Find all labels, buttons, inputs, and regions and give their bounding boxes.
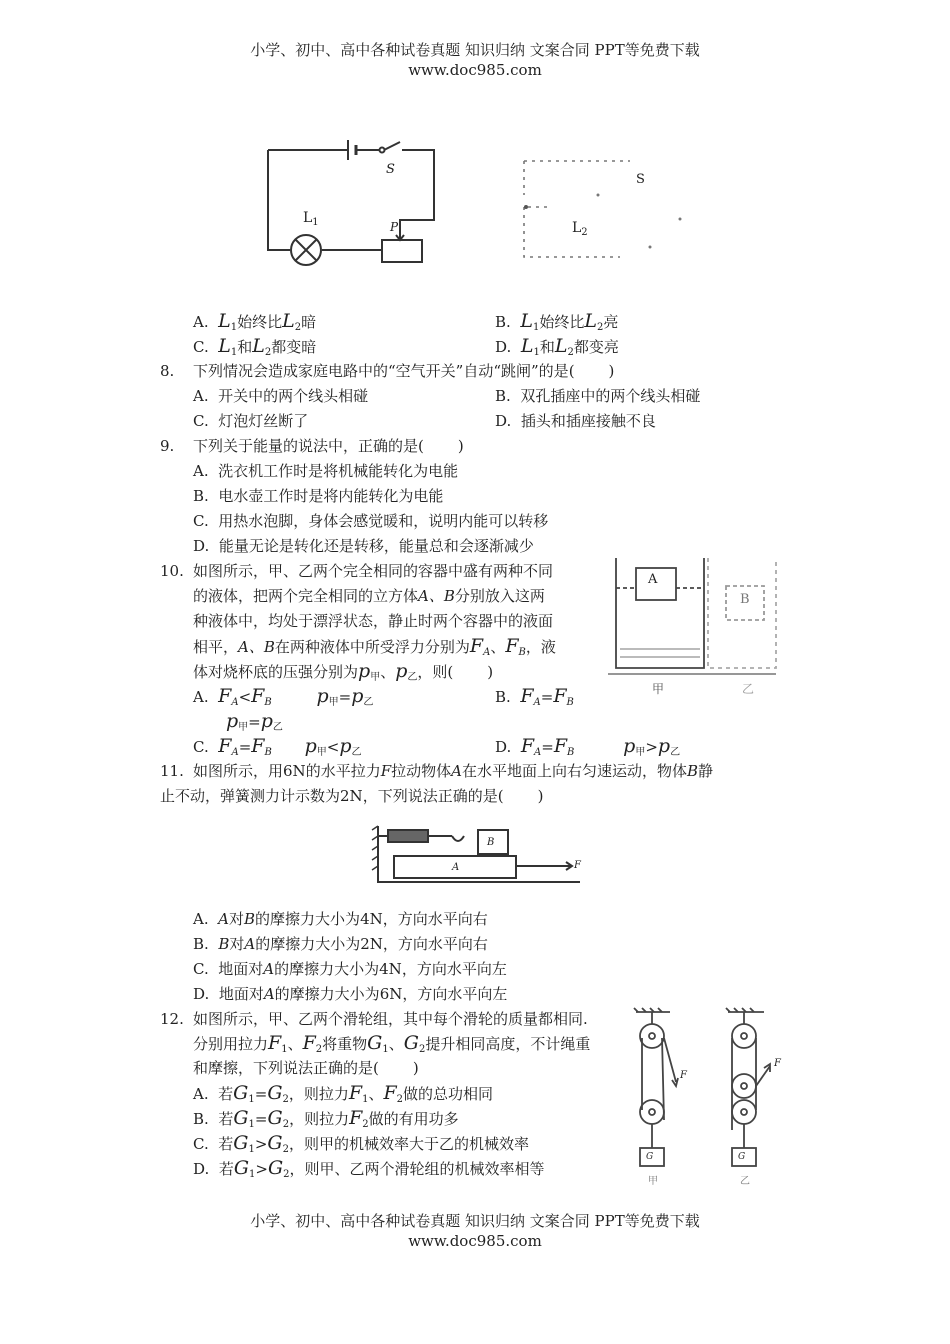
- q10-number: 10.: [160, 562, 184, 580]
- q11-option-b[interactable]: B. B对A的摩擦力大小为2N，方向水平向右: [193, 935, 488, 953]
- q11-option-c[interactable]: C. 地面对A的摩擦力大小为4N，方向水平向左: [193, 960, 507, 978]
- q11-friction-figure: [372, 826, 582, 886]
- footer-url[interactable]: www.doc985.com: [408, 1232, 542, 1250]
- q8-option-a[interactable]: A. 开关中的两个线头相碰: [193, 387, 369, 405]
- header-url[interactable]: www.doc985.com: [408, 61, 542, 79]
- q10-line-2: 的液体，把两个完全相同的立方体A、B分别放入这两: [193, 587, 545, 605]
- q12-fig-g2: G: [738, 1152, 746, 1162]
- q9-option-b[interactable]: B. 电水壶工作时是将内能转化为电能: [193, 487, 444, 505]
- q8-number: 8.: [160, 362, 175, 380]
- q12-fig-label-yi: 乙: [740, 1176, 750, 1187]
- q12-fig-g1: G: [646, 1152, 654, 1162]
- q10-fig-label-yi: 乙: [742, 682, 755, 696]
- q10-option-b-cont[interactable]: $p_甲=p_乙$: [226, 710, 283, 733]
- slider-p-label: P: [390, 220, 399, 234]
- q10-option-a[interactable]: A. $F_A<F_B$ $p_甲=p_乙$: [193, 685, 374, 708]
- q12-option-c[interactable]: C. 若$G_1>G_2$，则甲的机械效率大于乙的机械效率: [193, 1132, 529, 1155]
- q10-line-1: 如图所示，甲、乙两个完全相同的容器中盛有两种不同: [193, 562, 554, 580]
- q10-containers-figure: [608, 558, 778, 698]
- q12-option-d[interactable]: D. 若$G_1>G_2$，则甲、乙两个滑轮组的机械效率相等: [193, 1157, 545, 1180]
- q10-option-d[interactable]: D. $F_A=F_B$ $p_甲>p_乙$: [495, 735, 681, 758]
- q10-fig-cube-a: A: [648, 572, 658, 587]
- q10-line-3: 种液体中，均处于漂浮状态，静止时两个容器中的液面: [193, 612, 554, 630]
- q12-line-3: 和摩擦，下列说法正确的是( ): [193, 1059, 419, 1077]
- q11-line-1: 如图所示，用6N的水平拉力F拉动物体A在水平地面上向右匀速运动，物体B静: [193, 762, 714, 780]
- circuit-figure-left: [262, 140, 452, 270]
- q9-option-d[interactable]: D. 能量无论是转化还是转移，能量总和会逐渐减少: [193, 537, 534, 555]
- q10-line-4: 相平，A、B在两种液体中所受浮力分别为$F_A$、$F_B$，液: [193, 635, 556, 658]
- q7-option-d[interactable]: D. $L_1$和$L_2$都变亮: [495, 335, 619, 358]
- q10-fig-cube-b: B: [740, 592, 750, 607]
- q11-option-d[interactable]: D. 地面对A的摩擦力大小为6N，方向水平向左: [193, 985, 508, 1003]
- q8-option-c[interactable]: C. 灯泡灯丝断了: [193, 412, 309, 430]
- q10-line-5: 体对烧杯底的压强分别为$p_甲$、$p_乙$，则( ): [193, 660, 494, 683]
- q10-fig-label-jia: 甲: [652, 682, 665, 696]
- q10-option-c[interactable]: C. $F_A=F_B$ $p_甲<p_乙$: [193, 735, 362, 758]
- q9-option-a[interactable]: A. 洗衣机工作时是将机械能转化为电能: [193, 462, 459, 480]
- q12-fig-f1: F: [680, 1070, 687, 1081]
- q11-number: 11.: [160, 762, 184, 780]
- q11-option-a[interactable]: A. A对B的摩擦力大小为4N，方向水平向右: [193, 910, 488, 928]
- q12-fig-label-jia: 甲: [648, 1176, 658, 1187]
- q9-number: 9.: [160, 437, 175, 455]
- q12-fig-f2: F: [774, 1058, 781, 1069]
- q8-option-d[interactable]: D. 插头和插座接触不良: [495, 412, 656, 430]
- q9-stem: 下列关于能量的说法中，正确的是( ): [193, 437, 464, 455]
- q10-option-b[interactable]: B. $F_A=F_B$: [495, 685, 574, 708]
- header-line-1: 小学、初中、高中各种试卷真题 知识归纳 文案合同 PPT等免费下载: [250, 41, 700, 59]
- q7-option-c[interactable]: C. $L_1$和$L_2$都变暗: [193, 335, 317, 358]
- q9-option-c[interactable]: C. 用热水泡脚，身体会感觉暖和，说明内能可以转移: [193, 512, 549, 530]
- q12-line-2: 分别用拉力$F_1$、$F_2$将重物$G_1$、$G_2$提升相同高度，不计绳重: [193, 1032, 591, 1055]
- q12-option-b[interactable]: B. 若$G_1=G_2$，则拉力$F_2$做的有用功多: [193, 1107, 459, 1130]
- footer-line-1: 小学、初中、高中各种试卷真题 知识归纳 文案合同 PPT等免费下载: [250, 1212, 700, 1230]
- q8-option-b[interactable]: B. 双孔插座中的两个线头相碰: [495, 387, 701, 405]
- q11-fig-force-f: F: [574, 860, 581, 871]
- q11-fig-block-a: A: [452, 862, 460, 873]
- q12-number: 12.: [160, 1010, 184, 1028]
- lamp-l2-label: $L_2$: [572, 220, 588, 238]
- q11-fig-block-b: B: [487, 837, 495, 848]
- q7-option-a[interactable]: A. $L_1$始终比$L_2$暗: [193, 310, 317, 333]
- right-switch-label: S: [636, 172, 645, 187]
- q7-option-b[interactable]: B. $L_1$始终比$L_2$亮: [495, 310, 619, 333]
- switch-label: S: [386, 162, 395, 177]
- circuit-figure-right: [520, 155, 690, 265]
- q11-line-2: 止不动，弹簧测力计示数为2N，下列说法正确的是( ): [160, 787, 544, 805]
- q12-option-a[interactable]: A. 若$G_1=G_2$，则拉力$F_1$、$F_2$做的总功相同: [193, 1082, 494, 1105]
- q12-line-1: 如图所示，甲、乙两个滑轮组，其中每个滑轮的质量都相同.: [193, 1010, 588, 1028]
- q12-pulley-figure: [630, 1010, 800, 1190]
- lamp-l1-label: $L_1$: [303, 210, 319, 228]
- q8-stem: 下列情况会造成家庭电路中的“空气开关”自动“跳闸”的是( ): [193, 362, 615, 380]
